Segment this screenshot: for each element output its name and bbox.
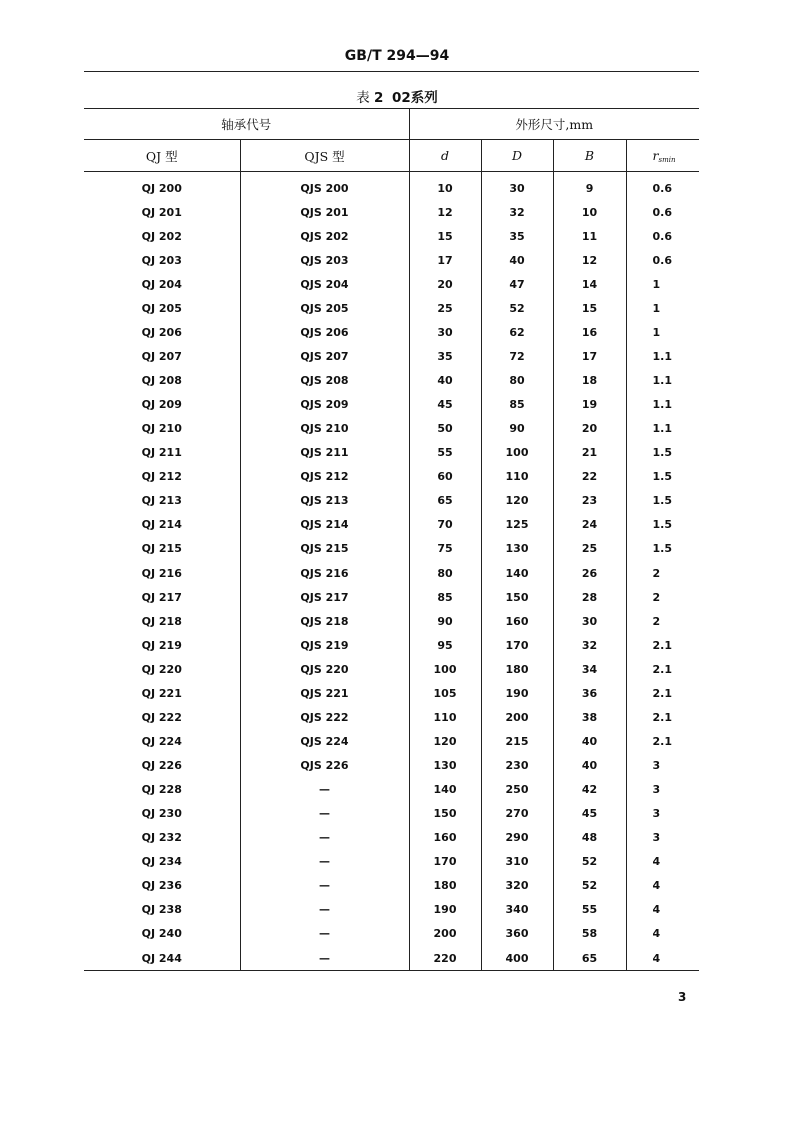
B-value: 52 <box>553 874 626 898</box>
D-value: 310 <box>481 850 553 874</box>
d-value: 110 <box>409 705 481 729</box>
col-group-dimensions: 外形尺寸,mm <box>409 109 699 140</box>
qjs-code: QJS 214 <box>240 513 409 537</box>
table-row <box>84 850 699 874</box>
D-value: 200 <box>481 705 553 729</box>
d-value: 200 <box>409 922 481 946</box>
table-row <box>84 369 699 393</box>
D-value: 340 <box>481 898 553 922</box>
col-header-rsmin <box>626 140 699 172</box>
d-value: 120 <box>409 729 481 753</box>
rsmin-value: 3 <box>652 831 661 845</box>
B-value: 18 <box>553 369 626 393</box>
rsmin-value: 1.5 <box>652 518 673 532</box>
qj-code: QJ 216 <box>84 561 240 585</box>
d-value: 140 <box>409 778 481 802</box>
rsmin-value: 3 <box>652 807 661 821</box>
d-value: 55 <box>409 441 481 465</box>
B-value: 52 <box>553 850 626 874</box>
qj-code: QJ 208 <box>84 369 240 393</box>
table-row <box>84 344 699 368</box>
B-value: 15 <box>553 296 626 320</box>
qjs-code: QJS 219 <box>240 633 409 657</box>
B-value: 48 <box>553 826 626 850</box>
rsmin-value: 2.1 <box>652 662 673 676</box>
d-value: 180 <box>409 874 481 898</box>
rsmin-value: 1 <box>652 325 661 339</box>
table-row <box>84 537 699 561</box>
D-value: 85 <box>481 393 553 417</box>
d-value: 17 <box>409 248 481 272</box>
qj-code: QJ 205 <box>84 296 240 320</box>
qj-code: QJ 238 <box>84 898 240 922</box>
qjs-code: — <box>240 778 409 802</box>
col-header-D: D <box>481 140 553 172</box>
qjs-code: QJS 201 <box>240 200 409 224</box>
qjs-code: QJS 208 <box>240 369 409 393</box>
table-row <box>84 874 699 898</box>
qjs-code: QJS 220 <box>240 657 409 681</box>
qj-code: QJ 218 <box>84 609 240 633</box>
rsmin-value: 2 <box>652 566 661 580</box>
col-header-qjs: QJS 型 <box>240 140 409 172</box>
d-value: 12 <box>409 200 481 224</box>
qj-code: QJ 230 <box>84 802 240 826</box>
d-value: 25 <box>409 296 481 320</box>
rsmin-value: 0.6 <box>652 229 673 243</box>
rsmin-value: 1.1 <box>652 422 673 436</box>
qjs-code: QJS 205 <box>240 296 409 320</box>
B-value: 25 <box>553 537 626 561</box>
qjs-code: — <box>240 850 409 874</box>
d-value: 130 <box>409 754 481 778</box>
table-row <box>84 417 699 441</box>
B-value: 30 <box>553 609 626 633</box>
d-value: 15 <box>409 224 481 248</box>
table-row <box>84 172 699 201</box>
D-value: 35 <box>481 224 553 248</box>
caption-title: 02系列 <box>392 90 438 106</box>
d-value: 70 <box>409 513 481 537</box>
qjs-code: QJS 203 <box>240 248 409 272</box>
rsmin-value: 2.1 <box>652 734 673 748</box>
table-row <box>84 200 699 224</box>
col-group-bearing-code: 轴承代号 <box>84 109 409 140</box>
rsmin-value: 1 <box>652 301 661 315</box>
d-value: 30 <box>409 320 481 344</box>
d-value: 170 <box>409 850 481 874</box>
col-header-B: B <box>553 140 626 172</box>
B-value: 34 <box>553 657 626 681</box>
qj-code: QJ 213 <box>84 489 240 513</box>
d-value: 100 <box>409 657 481 681</box>
rsmin-sub: smin <box>658 155 676 164</box>
rsmin-value: 1.5 <box>652 494 673 508</box>
d-value: 75 <box>409 537 481 561</box>
rsmin-value: 4 <box>652 879 661 893</box>
table-row <box>84 585 699 609</box>
B-value: 36 <box>553 681 626 705</box>
D-value: 400 <box>481 946 553 971</box>
qjs-code: QJS 224 <box>240 729 409 753</box>
qj-code: QJ 244 <box>84 946 240 971</box>
D-value: 170 <box>481 633 553 657</box>
caption-number: 2 <box>374 90 384 106</box>
D-value: 270 <box>481 802 553 826</box>
rsmin-value: 1.1 <box>652 374 673 388</box>
B-value: 40 <box>553 754 626 778</box>
D-value: 90 <box>481 417 553 441</box>
D-value: 40 <box>481 248 553 272</box>
B-value: 16 <box>553 320 626 344</box>
d-value: 220 <box>409 946 481 971</box>
table-row <box>84 898 699 922</box>
group-header-row <box>84 109 699 140</box>
B-value: 12 <box>553 248 626 272</box>
D-value: 125 <box>481 513 553 537</box>
rsmin-value: 4 <box>626 946 699 971</box>
rsmin-main: r <box>652 147 659 163</box>
D-value: 130 <box>481 537 553 561</box>
qjs-code: QJS 210 <box>240 417 409 441</box>
qjs-code: QJS 217 <box>240 585 409 609</box>
D-value: 62 <box>481 320 553 344</box>
rsmin-value: 2.1 <box>652 710 673 724</box>
qjs-code: QJS 212 <box>240 465 409 489</box>
rsmin-value: 4 <box>652 855 661 869</box>
table-row <box>84 946 699 971</box>
d-value: 90 <box>409 609 481 633</box>
table-row <box>84 296 699 320</box>
rsmin-value: 4 <box>652 927 661 941</box>
qjs-code: QJS 207 <box>240 344 409 368</box>
D-value: 320 <box>481 874 553 898</box>
d-value: 95 <box>409 633 481 657</box>
B-value: 28 <box>553 585 626 609</box>
qj-code: QJ 236 <box>84 874 240 898</box>
qjs-code: QJS 209 <box>240 393 409 417</box>
bearing-table <box>84 108 699 971</box>
rsmin-value: 1 <box>652 277 661 291</box>
table-row <box>84 609 699 633</box>
B-value: 32 <box>553 633 626 657</box>
qj-code: QJ 222 <box>84 705 240 729</box>
B-value: 23 <box>553 489 626 513</box>
qjs-code: QJS 215 <box>240 537 409 561</box>
qjs-code: QJS 222 <box>240 705 409 729</box>
column-header-row <box>84 140 699 172</box>
qjs-code: QJS 206 <box>240 320 409 344</box>
qjs-code: QJS 202 <box>240 224 409 248</box>
qj-code: QJ 226 <box>84 754 240 778</box>
B-value: 14 <box>553 272 626 296</box>
B-value: 9 <box>553 172 626 201</box>
rsmin-value: 1.1 <box>652 398 673 412</box>
B-value: 38 <box>553 705 626 729</box>
rsmin-value: 0.6 <box>652 253 673 267</box>
qj-code: QJ 228 <box>84 778 240 802</box>
qjs-code: QJS 211 <box>240 441 409 465</box>
B-value: 65 <box>553 946 626 971</box>
qjs-code: — <box>240 946 409 971</box>
rsmin-value: 1.5 <box>652 446 673 460</box>
caption-prefix: 表 <box>356 90 370 106</box>
qj-code: QJ 202 <box>84 224 240 248</box>
qj-code: QJ 207 <box>84 344 240 368</box>
rsmin-value: 2 <box>652 614 661 628</box>
qj-code: QJ 214 <box>84 513 240 537</box>
D-value: 47 <box>481 272 553 296</box>
table-row <box>84 320 699 344</box>
rsmin-value: 0.6 <box>652 205 673 219</box>
qj-code: QJ 220 <box>84 657 240 681</box>
B-value: 21 <box>553 441 626 465</box>
qjs-code: — <box>240 898 409 922</box>
rsmin-value: 2 <box>652 590 661 604</box>
table-row <box>84 513 699 537</box>
table-row <box>84 922 699 946</box>
d-value: 10 <box>409 172 481 201</box>
d-value: 60 <box>409 465 481 489</box>
table-row <box>84 489 699 513</box>
qj-code: QJ 201 <box>84 200 240 224</box>
qjs-code: QJS 200 <box>240 172 409 201</box>
rsmin-value: 0.6 <box>652 181 673 195</box>
d-value: 35 <box>409 344 481 368</box>
d-value: 150 <box>409 802 481 826</box>
D-value: 360 <box>481 922 553 946</box>
D-value: 110 <box>481 465 553 489</box>
qj-code: QJ 224 <box>84 729 240 753</box>
page-number: 3 <box>678 990 687 1004</box>
rsmin-value: 2.1 <box>652 686 673 700</box>
qj-code: QJ 200 <box>84 172 240 201</box>
D-value: 52 <box>481 296 553 320</box>
B-value: 55 <box>553 898 626 922</box>
D-value: 230 <box>481 754 553 778</box>
D-value: 290 <box>481 826 553 850</box>
table-row <box>84 657 699 681</box>
table-row <box>84 393 699 417</box>
rsmin-value: 1.5 <box>652 470 673 484</box>
qjs-code: — <box>240 922 409 946</box>
D-value: 150 <box>481 585 553 609</box>
qj-code: QJ 219 <box>84 633 240 657</box>
qj-code: QJ 215 <box>84 537 240 561</box>
table-row <box>84 633 699 657</box>
D-value: 32 <box>481 200 553 224</box>
qjs-code: — <box>240 874 409 898</box>
d-value: 160 <box>409 826 481 850</box>
qjs-code: QJS 221 <box>240 681 409 705</box>
table-row <box>84 802 699 826</box>
B-value: 17 <box>553 344 626 368</box>
standard-header: GB/T 294—94 <box>344 48 450 64</box>
qjs-code: — <box>240 826 409 850</box>
B-value: 19 <box>553 393 626 417</box>
table-row <box>84 224 699 248</box>
d-value: 20 <box>409 272 481 296</box>
rsmin-value: 3 <box>652 783 661 797</box>
table-row <box>84 248 699 272</box>
rsmin-value: 2.1 <box>652 638 673 652</box>
D-value: 160 <box>481 609 553 633</box>
rsmin-value: 1.1 <box>652 349 673 363</box>
D-value: 72 <box>481 344 553 368</box>
d-value: 80 <box>409 561 481 585</box>
d-value: 85 <box>409 585 481 609</box>
qj-code: QJ 209 <box>84 393 240 417</box>
table-row <box>84 826 699 850</box>
D-value: 140 <box>481 561 553 585</box>
header-rule <box>84 71 699 72</box>
table-row <box>84 441 699 465</box>
table-caption <box>0 86 794 106</box>
d-value: 40 <box>409 369 481 393</box>
B-value: 22 <box>553 465 626 489</box>
qj-code: QJ 232 <box>84 826 240 850</box>
B-value: 24 <box>553 513 626 537</box>
D-value: 180 <box>481 657 553 681</box>
qjs-code: QJS 213 <box>240 489 409 513</box>
B-value: 58 <box>553 922 626 946</box>
qjs-code: QJS 226 <box>240 754 409 778</box>
qjs-code: QJS 204 <box>240 272 409 296</box>
table-row <box>84 729 699 753</box>
table-row <box>84 561 699 585</box>
table-row <box>84 681 699 705</box>
D-value: 250 <box>481 778 553 802</box>
rsmin-value: 4 <box>652 903 661 917</box>
col-header-qj: QJ 型 <box>84 140 240 172</box>
table-row <box>84 272 699 296</box>
qjs-code: QJS 218 <box>240 609 409 633</box>
table-row <box>84 465 699 489</box>
qj-code: QJ 211 <box>84 441 240 465</box>
B-value: 20 <box>553 417 626 441</box>
D-value: 190 <box>481 681 553 705</box>
B-value: 40 <box>553 729 626 753</box>
D-value: 215 <box>481 729 553 753</box>
rsmin-value: 3 <box>652 759 661 773</box>
D-value: 100 <box>481 441 553 465</box>
table-row <box>84 754 699 778</box>
d-value: 65 <box>409 489 481 513</box>
D-value: 30 <box>481 172 553 201</box>
qj-code: QJ 217 <box>84 585 240 609</box>
table-row <box>84 705 699 729</box>
d-value: 190 <box>409 898 481 922</box>
qj-code: QJ 221 <box>84 681 240 705</box>
d-value: 105 <box>409 681 481 705</box>
qj-code: QJ 204 <box>84 272 240 296</box>
rsmin-value: 1.5 <box>652 542 673 556</box>
qj-code: QJ 234 <box>84 850 240 874</box>
qj-code: QJ 212 <box>84 465 240 489</box>
col-header-d: d <box>409 140 481 172</box>
d-value: 45 <box>409 393 481 417</box>
B-value: 26 <box>553 561 626 585</box>
table-row <box>84 778 699 802</box>
D-value: 120 <box>481 489 553 513</box>
d-value: 50 <box>409 417 481 441</box>
qjs-code: — <box>240 802 409 826</box>
qj-code: QJ 210 <box>84 417 240 441</box>
B-value: 10 <box>553 200 626 224</box>
qjs-code: QJS 216 <box>240 561 409 585</box>
qj-code: QJ 203 <box>84 248 240 272</box>
B-value: 45 <box>553 802 626 826</box>
D-value: 80 <box>481 369 553 393</box>
qj-code: QJ 240 <box>84 922 240 946</box>
table-body <box>84 172 699 971</box>
qj-code: QJ 206 <box>84 320 240 344</box>
B-value: 42 <box>553 778 626 802</box>
B-value: 11 <box>553 224 626 248</box>
